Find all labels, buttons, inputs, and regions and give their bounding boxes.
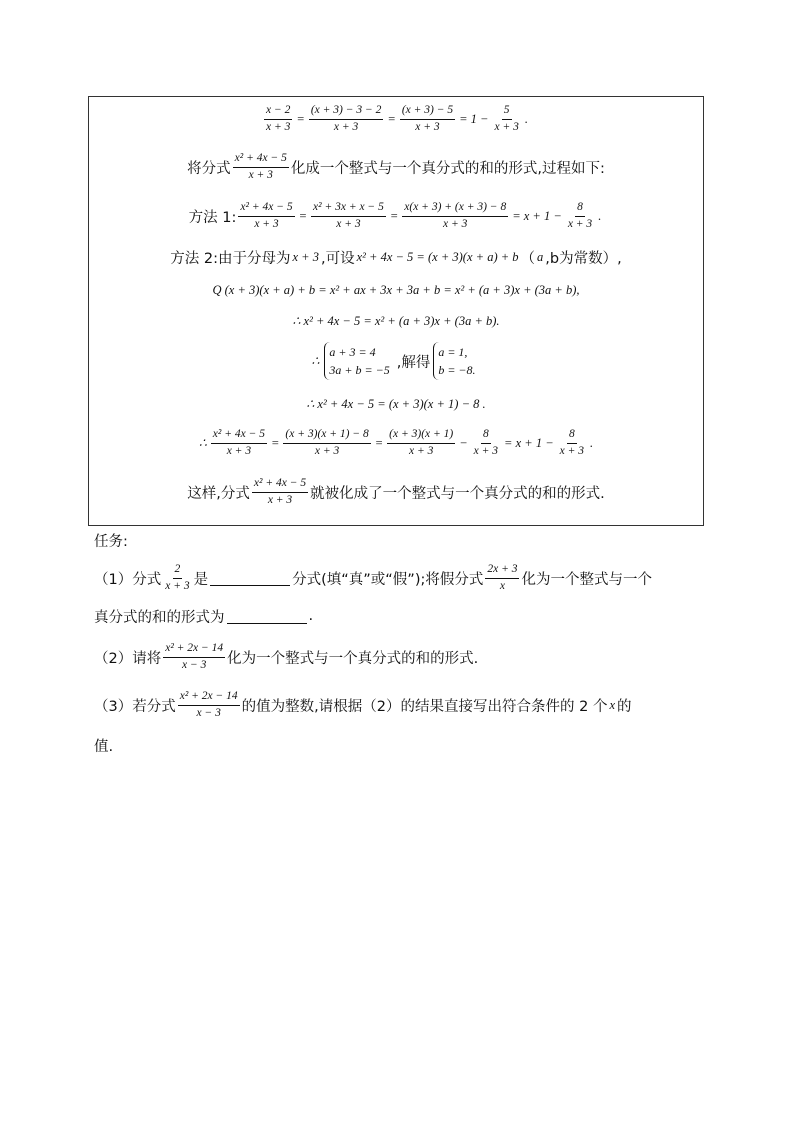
fraction: $\frac{5}{x + 3}$ xyxy=(494,104,519,133)
fraction: $\frac{2}{x + 3}$ xyxy=(165,563,190,592)
solution-system: a = 1, b = −8. xyxy=(433,342,479,380)
fraction: $\frac{x - 2}{x + 3}$ xyxy=(266,104,291,133)
fraction: $\frac{\text{x² + 2x − 14}}{x - 3}$ xyxy=(179,690,238,719)
fraction: $\frac{x(x + 3) + (x + 3) - 8}{x + 3}$ xyxy=(404,201,507,230)
answer-blank-1[interactable] xyxy=(210,571,290,586)
fraction: $\frac{8}{x + 3}$ xyxy=(559,428,585,457)
fraction: $\frac{(x + 3)(x + 1)}{x + 3}$ xyxy=(389,428,454,457)
fraction: $\frac{\text{x² + 4x − 5}}{x + 3}$ xyxy=(234,152,287,181)
fraction: $\frac{(x + 3) - 5}{x + 3}$ xyxy=(401,104,454,133)
fraction: $\frac{\text{x² + 4x − 5}}{x + 3}$ xyxy=(253,477,307,506)
fraction: $\frac{2x + 3}{x}$ xyxy=(487,563,518,592)
fraction: $\frac{\text{x² + 4x − 5}}{x + 3}$ xyxy=(240,201,293,230)
fraction: $\frac{(x + 3) - 3 - 2}{x + 3}$ xyxy=(310,104,382,133)
fraction: $\frac{\text{x² + 3x + x − 5}}{x + 3}$ xyxy=(313,201,384,230)
fraction: $\frac{(x + 3)(x + 1) - 8}{x + 3}$ xyxy=(285,428,369,457)
fraction: $\frac{8}{x + 3}$ xyxy=(473,428,499,457)
answer-blank-2[interactable] xyxy=(227,609,307,624)
fraction: $\frac{\text{x² + 2x − 14}}{x - 3}$ xyxy=(165,642,224,671)
equation-system: a + 3 = 4 3a + b = −5 xyxy=(324,342,393,380)
fraction: $\frac{8}{x + 3}$ xyxy=(567,201,593,230)
fraction: $\frac{\text{x² + 4x − 5}}{x + 3}$ xyxy=(212,428,265,457)
